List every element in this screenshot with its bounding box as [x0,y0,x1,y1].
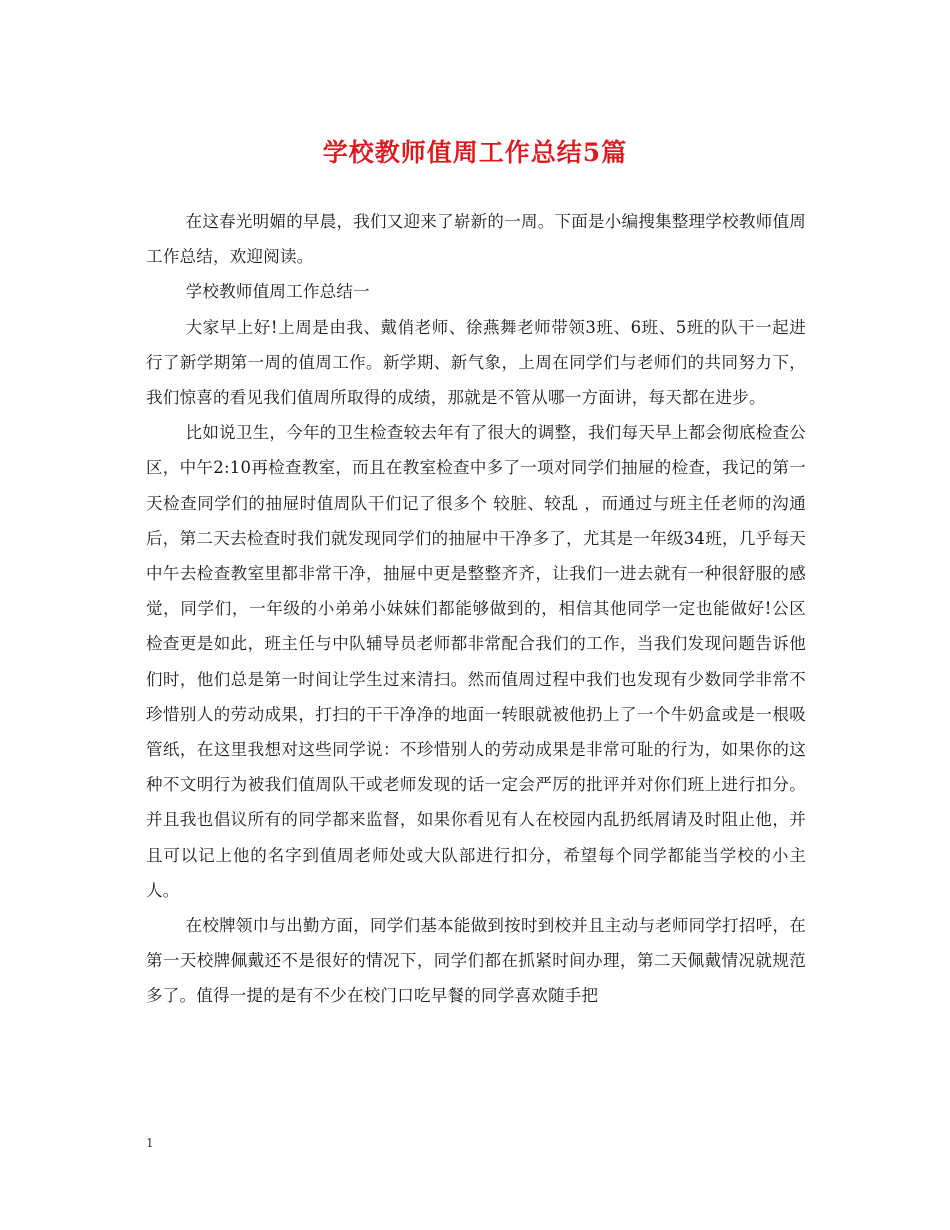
paragraph: 在校牌领巾与出勤方面，同学们基本能做到按时到校并且主动与老师同学打招呼，在第一天校牌佩戴还不是很好的情况下，同学们都在抓紧时间办理，第二天佩戴情况就规范多了。值得一提的是有不少在校门口吃早餐的同学喜欢随手把 [146,916,806,1006]
document-title: 学校教师值周工作总结5篇 [322,138,628,167]
paragraph-intro: 在这春光明媚的早晨，我们又迎来了崭新的一周。下面是小编搜集整理学校教师值周工作总结，欢迎阅读。 [146,212,806,267]
document-body [146,204,806,1014]
paragraph: 比如说卫生，今年的卫生检查较去年有了很大的调整，我们每天早上都会彻底检查公区，中午2:10再检查教室，而且在教室检查中多了一项对同学们抽屉的检查，我记的第一天检查同学们的抽屉时值周队干们记了很多个 较脏、较乱 ，而通过与班主任老师的沟通后，第二天去检查时我们就发现同学们的抽屉中干净多了，尤其是一年级34班，几乎每天中午去检查教室里都非常干净，抽屉中更是整整齐齐，让我们一进去就有一种很舒服的感觉，同学们，一年级的小弟弟小妹妹们都能够做到的，相信其他同学一定也能做好!公区检查更是如此，班主任与中队辅导员老师都非常配合我们的工作，当我们发现问题告诉他们时，他们总是第一时间让学生过来清扫。然而值周过程中我们也发现有少数同学非常不珍惜别人的劳动成果，打扫的干干净净的地面一转眼就被他扔上了一个牛奶盒或是一根吸管纸，在这里我想对这些同学说：不珍惜别人的劳动成果是非常可耻的行为，如果你的这种不文明行为被我们值周队干或老师发现的话一定会严厉的批评并对你们班上进行扣分。并且我也倡议所有的同学都来监督，如果你看见有人在校园内乱扔纸屑请及时阻止他，并且可以记上他的名字到值周老师处或大队部进行扣分，希望每个同学都能当学校的小主人。 [146,423,806,900]
section-heading: 学校教师值周工作总结一 [185,282,370,302]
paragraph: 大家早上好!上周是由我、戴俏老师、徐燕舞老师带领3班、6班、5班的队干一起进行了新学期第一周的值周工作。新学期、新气象，上周在同学们与老师们的共同努力下，我们惊喜的看见我们值周所取得的成绩，那就是不管从哪一方面讲，每天都在进步。 [146,317,806,408]
page-number: 1 [146,1136,154,1150]
